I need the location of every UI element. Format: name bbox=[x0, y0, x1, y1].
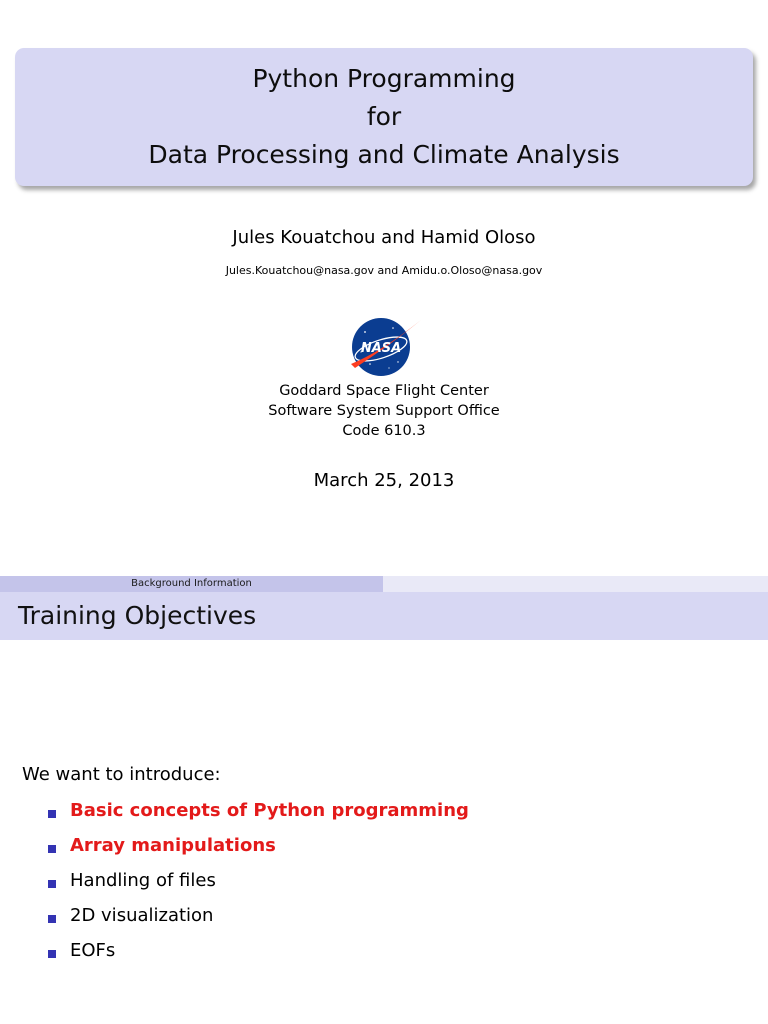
bullet-square-icon bbox=[48, 880, 56, 888]
list-item-text: Array manipulations bbox=[70, 835, 276, 856]
title-line-2: for bbox=[366, 102, 402, 131]
list-item-text: 2D visualization bbox=[70, 905, 214, 926]
presentation-date: March 25, 2013 bbox=[313, 470, 455, 491]
institute-line-3: Code 610.3 bbox=[342, 423, 426, 439]
institute-line-1: Goddard Space Flight Center bbox=[279, 383, 489, 399]
author-emails: Jules.Kouatchou@nasa.gov and Amidu.o.Oloso@nasa.gov bbox=[225, 264, 543, 277]
frame-title-bar bbox=[0, 592, 768, 640]
title-line-3: Data Processing and Climate Analysis bbox=[148, 140, 620, 169]
bullet-square-icon bbox=[48, 845, 56, 853]
institute-line-2: Software System Support Office bbox=[268, 403, 500, 419]
bullet-square-icon bbox=[48, 810, 56, 818]
authors: Jules Kouatchou and Hamid Oloso bbox=[232, 227, 536, 248]
nav-section-background-information[interactable]: Background Information bbox=[131, 578, 252, 589]
section-navigation-bar bbox=[0, 576, 768, 592]
title-line-1: Python Programming bbox=[252, 64, 516, 93]
nasa-logo-text: NASA bbox=[360, 341, 402, 356]
bullet-square-icon bbox=[48, 915, 56, 923]
list-item-text: EOFs bbox=[70, 940, 116, 961]
frame-title: Training Objectives bbox=[18, 601, 257, 630]
nasa-logo bbox=[343, 316, 423, 378]
list-item-text: Basic concepts of Python programming bbox=[70, 800, 469, 821]
institute bbox=[0, 381, 768, 441]
bullet-square-icon bbox=[48, 950, 56, 958]
list-item-text: Handling of files bbox=[70, 870, 216, 891]
title-box bbox=[15, 48, 753, 186]
intro-text: We want to introduce: bbox=[22, 764, 221, 785]
